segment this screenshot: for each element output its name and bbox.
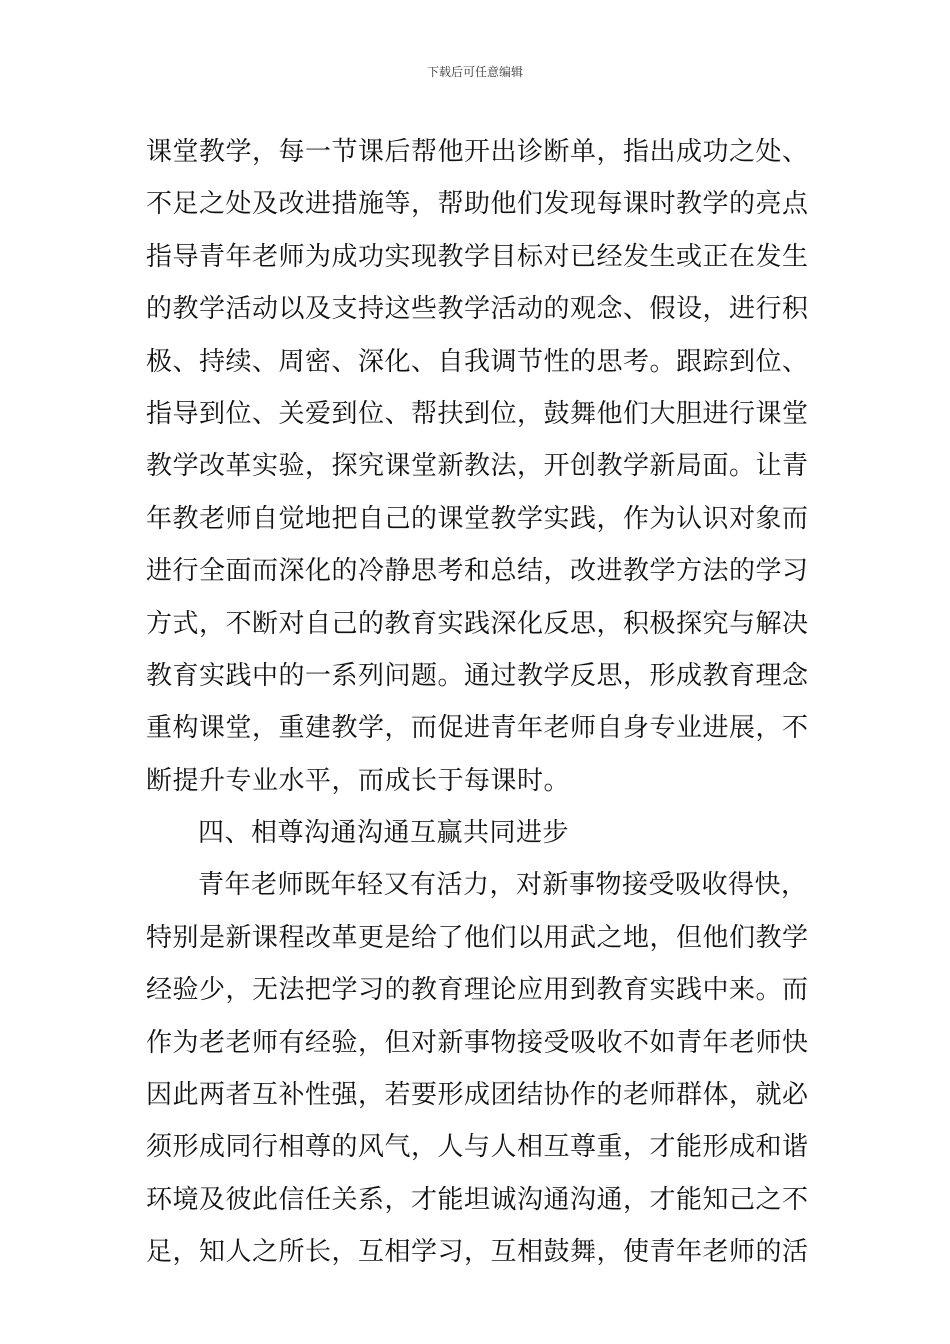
text-line: 不足之处及改进措施等，帮助他们发现每课时教学的亮点 (146, 189, 809, 220)
paragraph-first-line: 青年老师既年轻又有活力，对新事物接受吸收得快， (198, 870, 808, 901)
text-line: 环境及彼此信任关系，才能坦诚沟通沟通，才能知己之不 (146, 1184, 809, 1215)
text-line: 作为老老师有经验，但对新事物接受吸收不如青年老师快 (146, 1027, 809, 1058)
text-line: 须形成同行相尊的风气，人与人相互尊重，才能形成和谐 (146, 1132, 809, 1163)
text-line: 指导到位、关爱到位、帮扶到位，鼓舞他们大胆进行课堂 (146, 398, 809, 429)
text-line: 年教老师自觉地把自己的课堂教学实践，作为认识对象而 (146, 503, 809, 534)
section-heading: 四、相尊沟通沟通互赢共同进步 (198, 818, 570, 849)
text-line: 特别是新课程改革更是给了他们以用武之地，但他们教学 (146, 922, 809, 953)
text-line: 课堂教学，每一节课后帮他开出诊断单，指出成功之处、 (146, 137, 809, 167)
text-line: 经验少，无法把学习的教育理论应用到教育实践中来。而 (146, 975, 809, 1006)
text-line: 方式，不断对自己的教育实践深化反思，积极探究与解决 (146, 608, 809, 639)
text-line: 重构课堂，重建教学，而促进青年老师自身专业进展，不 (146, 713, 809, 744)
text-line: 断提升专业水平，而成长于每课时。 (146, 765, 571, 796)
text-line: 教育实践中的一系列问题。通过教学反思，形成教育理念 (146, 660, 809, 691)
text-line: 教学改革实验，探究课堂新教法，开创教学新局面。让青 (146, 451, 809, 482)
text-line: 因此两者互补性强，若要形成团结协作的老师群体，就必 (146, 1080, 809, 1111)
document-body (146, 126, 816, 1279)
text-line: 进行全面而深化的冷静思考和总结，改进教学方法的学习 (146, 556, 809, 587)
text-line: 的教学活动以及支持这些教学活动的观念、假设，进行积 (146, 294, 809, 325)
text-line: 足，知人之所长，互相学习，互相鼓舞，使青年老师的活 (146, 1237, 809, 1268)
page-header: 下载后可任意编辑 (426, 65, 523, 79)
text-line: 指导青年老师为成功实现教学目标对已经发生或正在发生 (146, 241, 809, 272)
text-line: 极、持续、周密、深化、自我调节性的思考。跟踪到位、 (146, 346, 809, 377)
